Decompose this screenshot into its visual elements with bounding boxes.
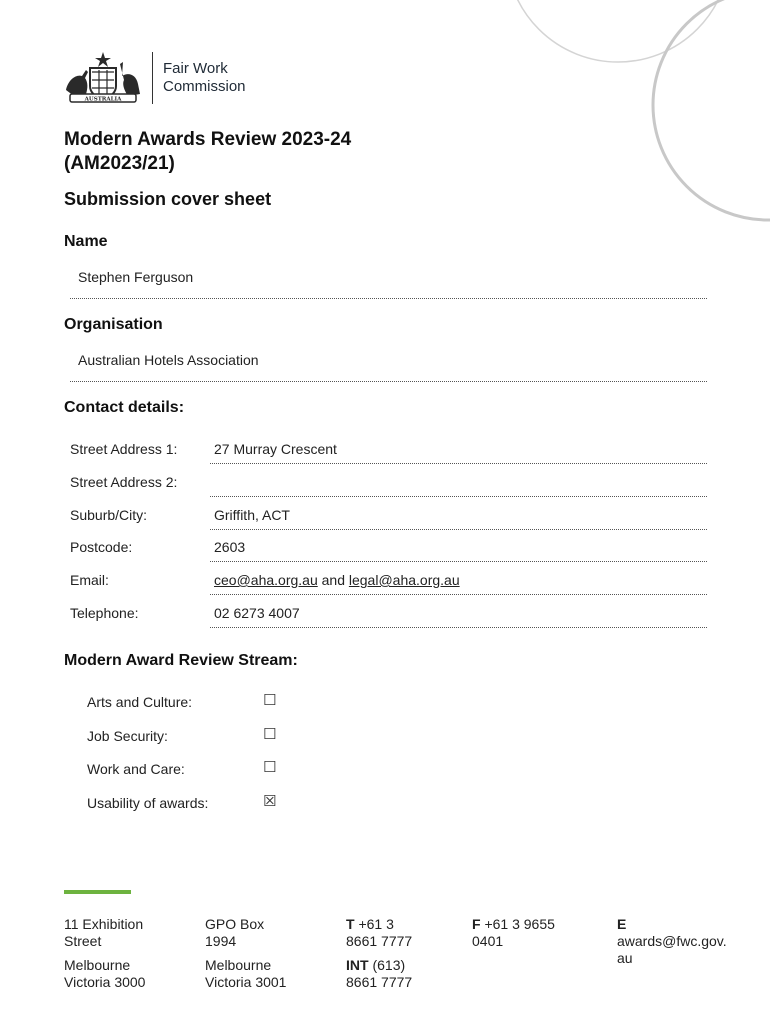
footer-email — [617, 916, 757, 974]
email-rule — [210, 594, 707, 595]
suburb-label: Suburb/City: — [70, 507, 148, 523]
footer-email-link[interactable]: awards@fwc.gov. — [617, 933, 727, 949]
stream-item-arts-and-culture — [87, 691, 307, 715]
footer-telephone — [346, 916, 464, 998]
footer-text: GPO Box — [205, 916, 265, 932]
stream-label-arts-and-culture: Arts and Culture: — [87, 694, 193, 710]
title-line-2: (AM2023/21) — [64, 153, 175, 174]
street-address-1-row — [70, 433, 707, 466]
street-address-1-value[interactable]: 27 Murray Crescent — [214, 441, 337, 457]
stream-item-work-and-care — [87, 758, 307, 782]
street-address-2-label: Street Address 2: — [70, 474, 178, 490]
stream-item-usability-of-awards — [87, 792, 307, 816]
footer-email-link-cont[interactable]: au — [617, 950, 633, 966]
footer-e-label: E — [617, 916, 627, 932]
footer-text: Victoria 3001 — [205, 974, 287, 990]
telephone-row — [70, 597, 707, 630]
footer-text: +61 3 9655 — [484, 916, 555, 932]
title-line-1: Modern Awards Review 2023-24 — [64, 129, 352, 150]
email-value — [214, 572, 460, 588]
email-link-legal[interactable]: legal@aha.org.au — [348, 572, 460, 588]
telephone-label: Telephone: — [70, 605, 139, 621]
footer-text: Street — [64, 933, 102, 949]
logo-line-2: Commission — [163, 78, 246, 95]
stream-item-job-security — [87, 725, 307, 749]
footer-text: (613) — [372, 957, 406, 973]
footer-postal-address — [205, 916, 333, 998]
footer-text: Melbourne — [64, 957, 131, 973]
fair-work-commission-logo — [62, 50, 246, 106]
email-and: and — [321, 572, 345, 588]
svg-text:AUSTRALIA: AUSTRALIA — [84, 96, 122, 103]
stream-checkbox-usability-of-awards[interactable]: ☒ — [263, 792, 277, 810]
footer-int-label: INT — [346, 957, 369, 973]
postcode-row — [70, 531, 707, 564]
stream-label-job-security: Job Security: — [87, 728, 168, 744]
postcode-label: Postcode: — [70, 539, 133, 555]
stream-checkbox-arts-and-culture[interactable]: ☐ — [263, 691, 277, 709]
footer-accent-bar — [64, 890, 131, 894]
postcode-value[interactable]: 2603 — [214, 539, 246, 555]
name-rule — [70, 298, 707, 299]
suburb-row — [70, 499, 707, 532]
name-value[interactable]: Stephen Ferguson — [78, 269, 194, 285]
email-label: Email: — [70, 572, 109, 588]
footer-text: 0401 — [472, 933, 504, 949]
suburb-value[interactable]: Griffith, ACT — [214, 507, 290, 523]
street-address-2-row — [70, 466, 707, 499]
organisation-value[interactable]: Australian Hotels Association — [78, 352, 259, 368]
footer-fax — [472, 916, 607, 957]
footer-text: 8661 7777 — [346, 974, 413, 990]
stream-checkbox-job-security[interactable]: ☐ — [263, 725, 277, 743]
logo-line-1: Fair Work — [163, 60, 228, 77]
footer-street-address — [64, 916, 192, 998]
contact-details-label: Contact details: — [64, 399, 185, 416]
email-row — [70, 564, 707, 597]
organisation-rule — [70, 381, 707, 382]
street-address-1-rule — [210, 463, 707, 464]
coat-of-arms-icon — [62, 50, 144, 106]
footer-f-label: F — [472, 916, 481, 932]
telephone-rule — [210, 627, 707, 628]
postcode-rule — [210, 561, 707, 562]
organisation-label: Organisation — [64, 316, 163, 333]
telephone-value[interactable]: 02 6273 4007 — [214, 605, 300, 621]
stream-checkbox-work-and-care[interactable]: ☐ — [263, 758, 277, 776]
street-address-2-rule — [210, 496, 707, 497]
footer-text: 1994 — [205, 933, 237, 949]
logo-wordmark — [163, 60, 246, 96]
document-title — [64, 128, 351, 176]
footer-t-label: T — [346, 916, 355, 932]
stream-label-work-and-care: Work and Care: — [87, 761, 185, 777]
logo-divider — [152, 52, 153, 104]
footer-text: +61 3 — [358, 916, 394, 932]
review-stream-label: Modern Award Review Stream: — [64, 652, 298, 669]
suburb-rule — [210, 529, 707, 530]
stream-label-usability-of-awards: Usability of awards: — [87, 795, 209, 811]
footer-text: 11 Exhibition — [64, 916, 144, 932]
footer-text: 8661 7777 — [346, 933, 413, 949]
footer-text: Victoria 3000 — [64, 974, 146, 990]
footer-text: Melbourne — [205, 957, 272, 973]
street-address-1-label: Street Address 1: — [70, 441, 178, 457]
document-subtitle: Submission cover sheet — [64, 189, 272, 209]
name-label: Name — [64, 233, 108, 250]
email-link-ceo[interactable]: ceo@aha.org.au — [214, 572, 318, 588]
